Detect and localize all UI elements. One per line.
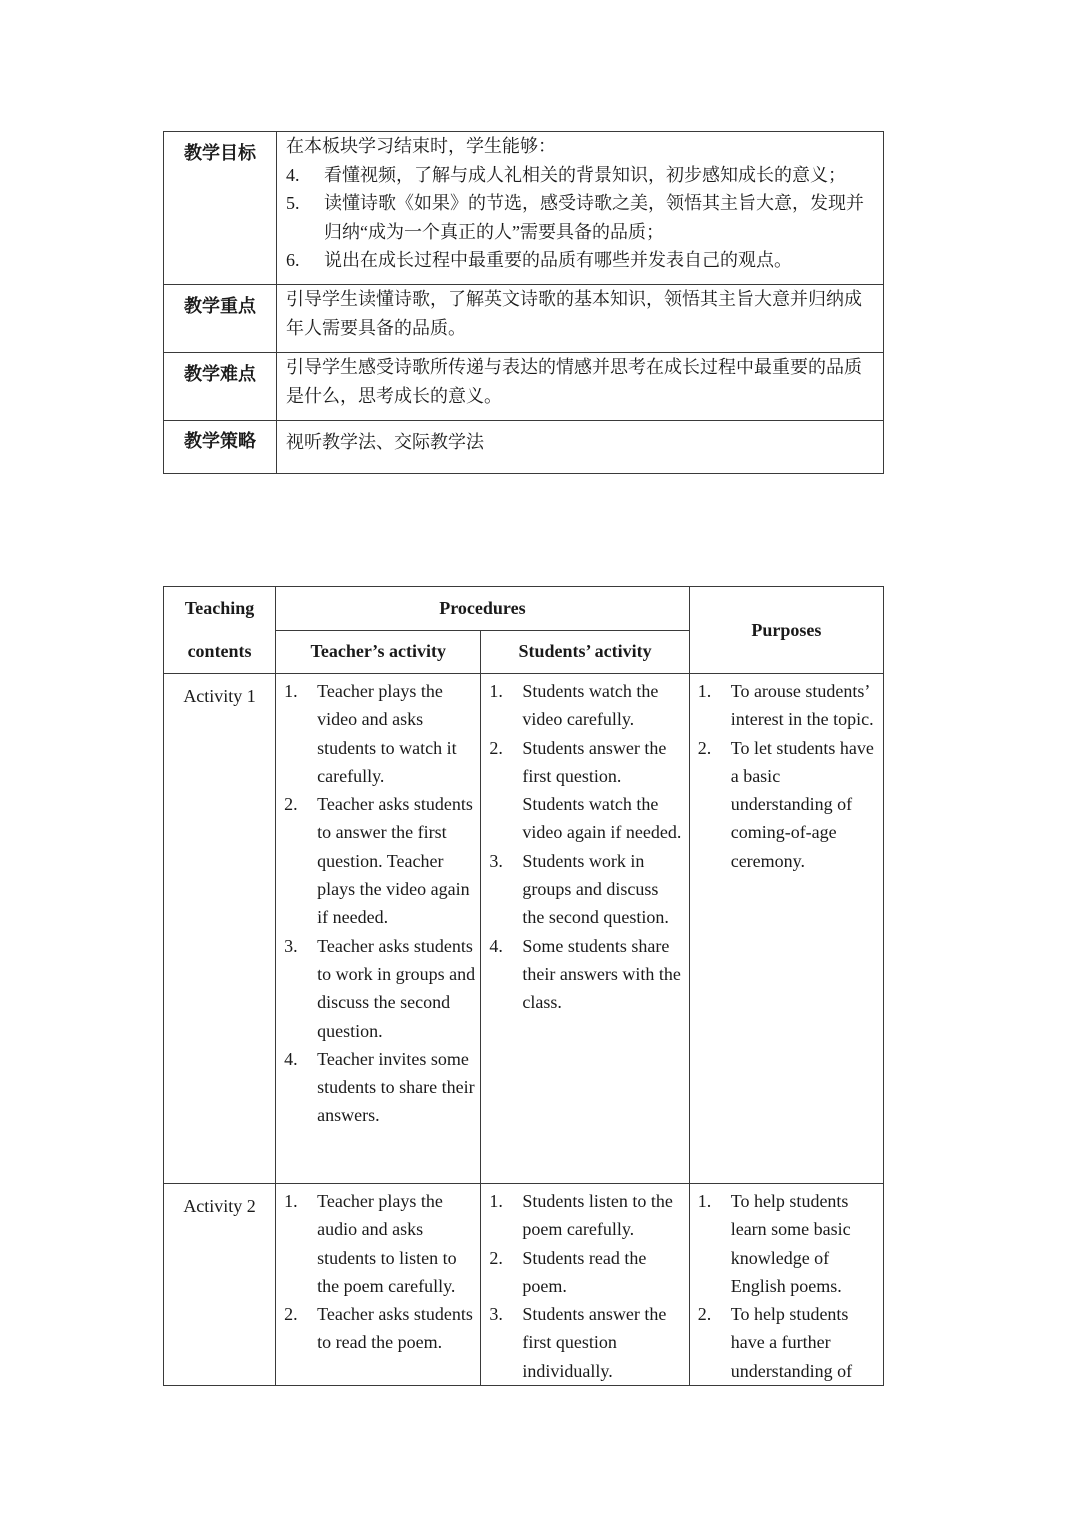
- purpose-text: To let students have a basic understanding of coming-of-age ceremony.: [730, 737, 874, 871]
- purpose-item: [698, 1187, 879, 1300]
- procedures-table: [163, 586, 884, 1386]
- step-number: 2.: [284, 1304, 298, 1325]
- objective-item: [286, 189, 875, 246]
- objectives-intro: 在本板块学习结束时，学生能够：: [286, 136, 556, 156]
- students-steps-cell: [481, 1184, 689, 1386]
- header-line: Teaching: [184, 598, 255, 618]
- purpose-text: To help students have a further understanding of: [730, 1304, 853, 1381]
- row-label: 教学重点: [164, 285, 277, 353]
- purposes-cell: [689, 674, 883, 1184]
- step-item: [489, 932, 684, 1017]
- step-text: Teacher asks students to work in groups and discuss the second question.: [317, 935, 476, 1041]
- step-item: [284, 932, 476, 1045]
- objective-item: [286, 161, 875, 190]
- objectives-content: [277, 132, 884, 285]
- step-item: [489, 734, 684, 847]
- activity-row: [164, 1184, 884, 1386]
- header-line: contents: [187, 641, 252, 661]
- item-text: 读懂诗歌《如果》的节选，感受诗歌之美，领悟其主旨大意，发现并归纳“成为一个真正的人”需要具备的品质；: [324, 193, 864, 242]
- step-number: 2.: [489, 737, 503, 758]
- step-number: 2.: [489, 1247, 503, 1268]
- row-label: 教学难点: [164, 353, 277, 421]
- step-text: Some students share their answers with the class.: [522, 935, 681, 1013]
- step-text: Students watch the video carefully.: [522, 681, 659, 730]
- key-points-row: [164, 285, 884, 353]
- step-number: 2.: [697, 1304, 712, 1325]
- objectives-row: [164, 132, 884, 285]
- purpose-item: [698, 1300, 879, 1385]
- step-item: [284, 790, 476, 931]
- step-number: 1.: [489, 681, 503, 701]
- step-number: 1.: [284, 681, 298, 701]
- row-text: 引导学生感受诗歌所传递与表达的情感并思考在成长过程中最重要的品质是什么，思考成长的意义。: [277, 353, 884, 421]
- purpose-text: To arouse students’ interest in the topic.: [730, 681, 874, 730]
- step-number: 2.: [284, 794, 298, 815]
- step-number: 4.: [489, 935, 503, 956]
- step-text: Students answer the first question. Students watch the video again if needed.: [522, 737, 682, 843]
- step-text: Teacher plays the video and asks students to watch it carefully.: [317, 681, 457, 786]
- procedures-header: Procedures: [276, 587, 690, 631]
- item-number: 5.: [286, 193, 300, 213]
- header-row: [164, 587, 884, 631]
- students-activity-header: Students’ activity: [481, 630, 689, 674]
- step-number: 1.: [697, 1191, 712, 1211]
- teaching-contents-header: [164, 587, 276, 674]
- row-label: 教学策略: [164, 421, 277, 474]
- item-number: 4.: [286, 164, 300, 185]
- purpose-item: [698, 677, 879, 734]
- step-number: 3.: [489, 850, 503, 871]
- step-item: [284, 677, 476, 790]
- step-number: 3.: [489, 1304, 503, 1325]
- row-text: 视听教学法、交际教学法: [277, 421, 884, 474]
- step-text: Students work in groups and discuss the second question.: [522, 850, 669, 928]
- teacher-activity-header: Teacher’s activity: [276, 630, 481, 674]
- step-text: Students answer the first question individually.: [522, 1304, 667, 1381]
- step-item: [284, 1187, 476, 1300]
- step-text: Teacher asks students to answer the first question. Teacher plays the video again if needed.: [317, 794, 478, 928]
- step-text: Teacher invites some students to share their answers.: [317, 1048, 475, 1126]
- objective-item: [286, 246, 875, 275]
- step-item: [284, 1300, 476, 1357]
- difficulties-row: [164, 353, 884, 421]
- item-text: 说出在成长过程中最重要的品质有哪些并发表自己的观点。: [324, 250, 792, 270]
- step-text: Students read the poem.: [522, 1247, 647, 1296]
- step-number: 1.: [697, 681, 712, 701]
- step-item: [489, 847, 684, 932]
- activity-label: Activity 2: [183, 1196, 256, 1216]
- purposes-header: Purposes: [689, 587, 883, 674]
- step-item: [284, 1045, 476, 1130]
- purpose-text: To help students learn some basic knowledge of English poems.: [730, 1191, 851, 1296]
- activity-label-cell: [164, 1184, 276, 1386]
- students-steps-cell: [481, 674, 689, 1184]
- objectives-table: [163, 131, 884, 474]
- teacher-steps-cell: [276, 1184, 481, 1386]
- activity-label-cell: [164, 674, 276, 1184]
- item-number: 6.: [286, 250, 300, 270]
- step-number: 4.: [284, 1048, 298, 1069]
- row-label: 教学目标: [164, 132, 277, 285]
- step-text: Teacher asks students to read the poem.: [317, 1304, 473, 1353]
- step-item: [489, 1187, 684, 1244]
- row-text: 引导学生读懂诗歌，了解英文诗歌的基本知识，领悟其主旨大意并归纳成年人需要具备的品质。: [277, 285, 884, 353]
- step-number: 1.: [489, 1191, 503, 1211]
- purposes-cell: [689, 1184, 883, 1386]
- teacher-steps-cell: [276, 674, 481, 1184]
- item-text: 看懂视频，了解与成人礼相关的背景知识，初步感知成长的意义；: [324, 164, 846, 185]
- activity-label: Activity 1: [183, 686, 256, 706]
- activity-row: [164, 674, 884, 1184]
- step-text: Teacher plays the audio and asks students to listen to the poem carefully.: [317, 1191, 457, 1296]
- purpose-item: [698, 734, 879, 875]
- step-number: 3.: [284, 935, 298, 956]
- step-item: [489, 1244, 684, 1301]
- step-text: Students listen to the poem carefully.: [522, 1191, 673, 1240]
- strategies-row: [164, 421, 884, 474]
- step-number: 2.: [697, 737, 712, 758]
- step-item: [489, 677, 684, 734]
- step-number: 1.: [284, 1191, 298, 1211]
- step-item: [489, 1300, 684, 1385]
